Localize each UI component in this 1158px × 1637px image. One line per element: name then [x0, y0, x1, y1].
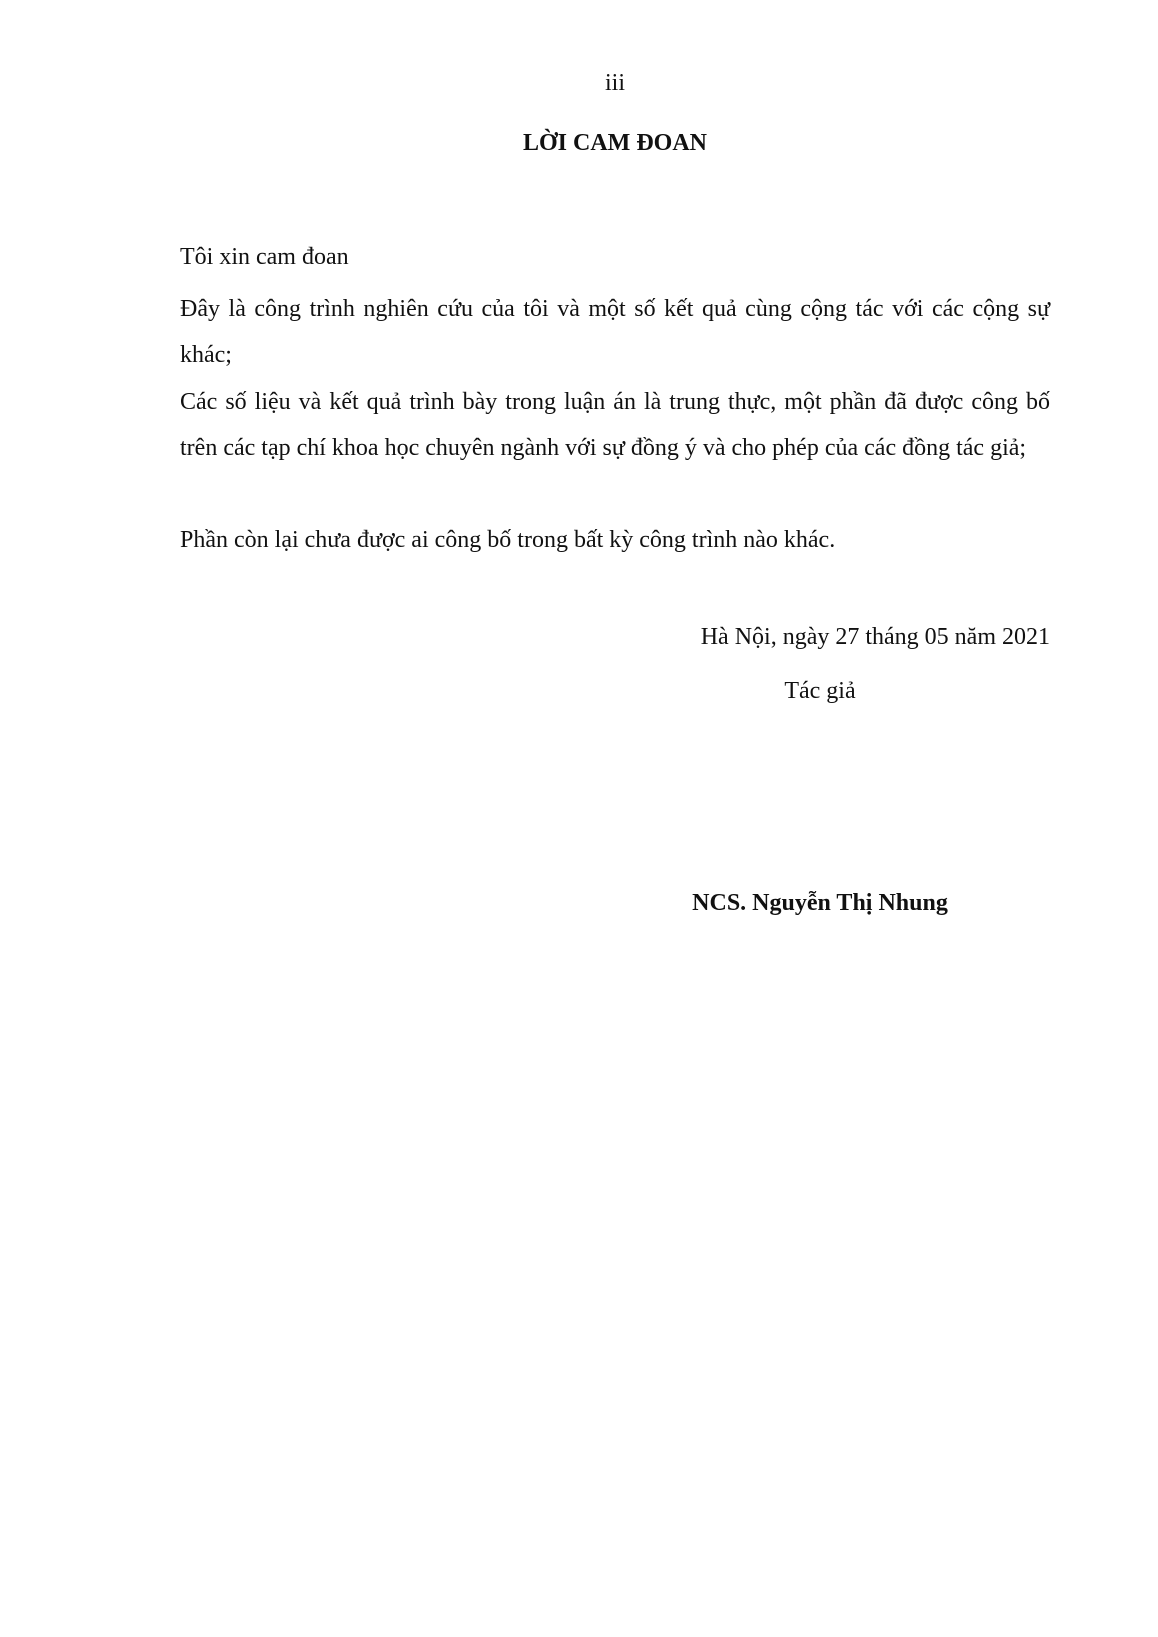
place-date-line: Hà Nội, ngày 27 tháng 05 năm 2021: [700, 624, 1050, 650]
paragraph-data-honesty: Các số liệu và kết quả trình bày trong luận án là trung thực, một phần đã được công bố trên các tạp chí khoa học chuyên ngành với sự đồng ý và cho phép của các đồng tác giả;: [180, 389, 1050, 461]
paragraph-own-research: Đây là công trình nghiên cứu của tôi và một số kết quả cùng cộng tác với các cộng sự khác;: [180, 296, 1050, 368]
paragraph-unpublished: Phần còn lại chưa được ai công bố trong bất kỳ công trình nào khác.: [180, 527, 836, 553]
author-name: NCS. Nguyễn Thị Nhung: [692, 890, 948, 916]
page-title: LỜI CAM ĐOAN: [523, 130, 707, 156]
author-role-label: Tác giả: [784, 678, 856, 704]
page-number: iii: [604, 70, 625, 96]
paragraph-declaration-intro: Tôi xin cam đoan: [180, 244, 349, 270]
